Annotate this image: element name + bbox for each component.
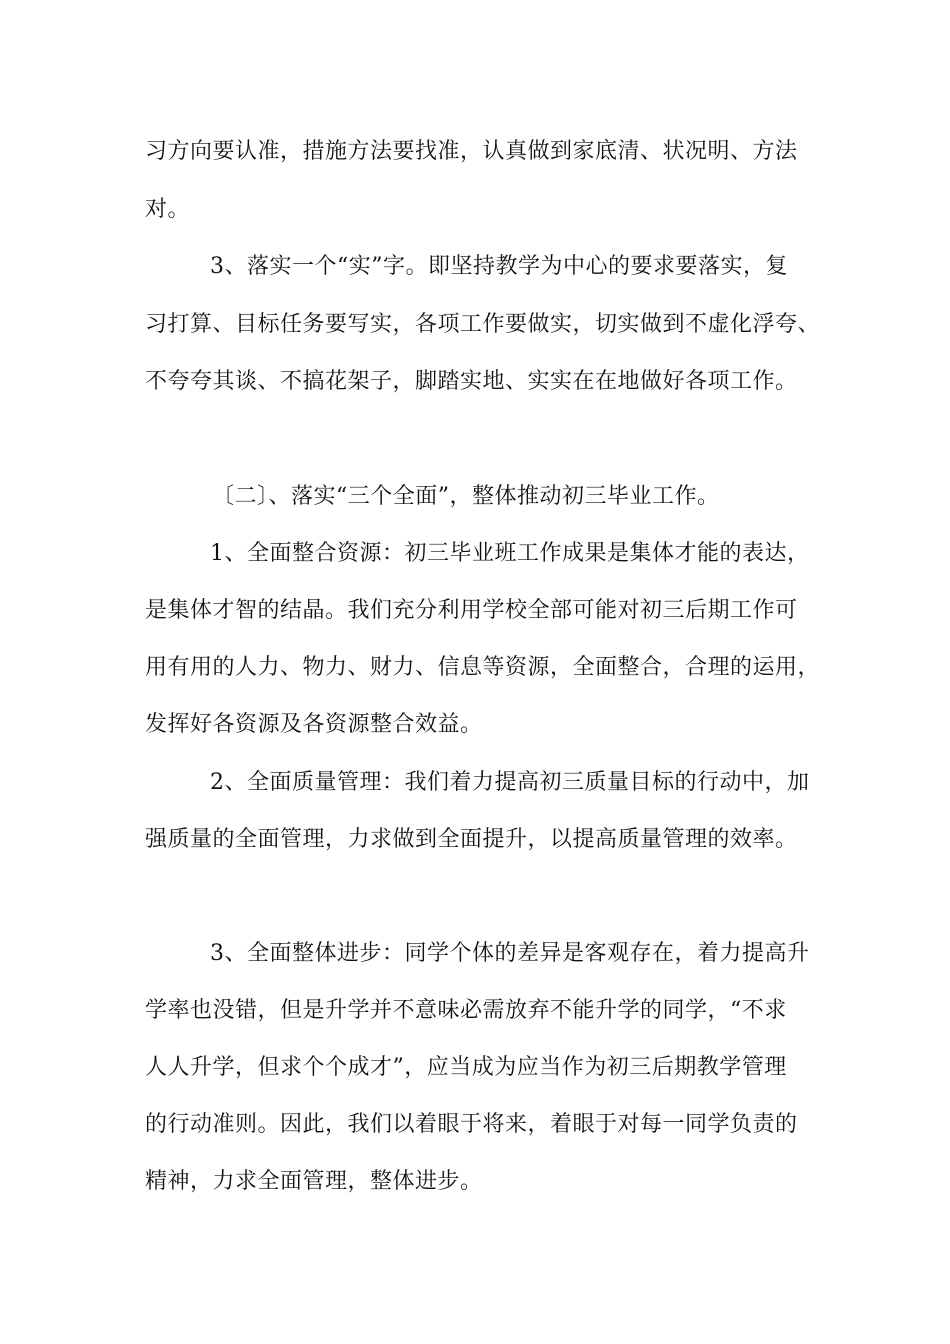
paragraph-line: 对。 <box>145 197 191 222</box>
paragraph-line: 用有用的人力、物力、财力、信息等资源，全面整合，合理的运用， <box>145 655 821 680</box>
paragraph-line: 3、全面整体进步：同学个体的差异是客观存在，着力提高升 <box>210 941 810 966</box>
paragraph-line: 发挥好各资源及各资源整合效益。 <box>145 712 483 737</box>
paragraph-line: 1、全面整合资源：初三毕业班工作成果是集体才能的表达， <box>210 541 810 566</box>
paragraph-line: 学率也没错，但是升学并不意味必需放弃不能升学的同学，“不求 <box>145 998 787 1023</box>
paragraph-line: 精神，力求全面管理，整体进步。 <box>145 1169 483 1194</box>
paragraph-line: 强质量的全面管理，力求做到全面提升，以提高质量管理的效率。 <box>145 827 798 852</box>
paragraph-line: 习方向要认准，措施方法要找准，认真做到家底清、状况明、方法 <box>145 139 798 164</box>
paragraph-line: 是集体才智的结晶。我们充分利用学校全部可能对初三后期工作可 <box>145 598 798 623</box>
paragraph-line: 习打算、目标任务要写实，各项工作要做实，切实做到不虚化浮夸、 <box>145 312 821 337</box>
paragraph-line: 的行动准则。因此，我们以着眼于将来，着眼于对每一同学负责的 <box>145 1112 798 1137</box>
paragraph-line: 2、全面质量管理：我们着力提高初三质量目标的行动中，加 <box>210 770 810 795</box>
paragraph-line: 不夸夸其谈、不搞花架子，脚踏实地、实实在在地做好各项工作。 <box>145 369 798 394</box>
paragraph-line: 3、落实一个“实”字。即坚持教学为中心的要求要落实，复 <box>210 254 788 279</box>
paragraph-line: 人人升学，但求个个成才”，应当成为应当作为初三后期教学管理 <box>145 1055 787 1080</box>
section-heading: 〔二〕、落实“三个全面”，整体推动初三毕业工作。 <box>212 484 720 509</box>
